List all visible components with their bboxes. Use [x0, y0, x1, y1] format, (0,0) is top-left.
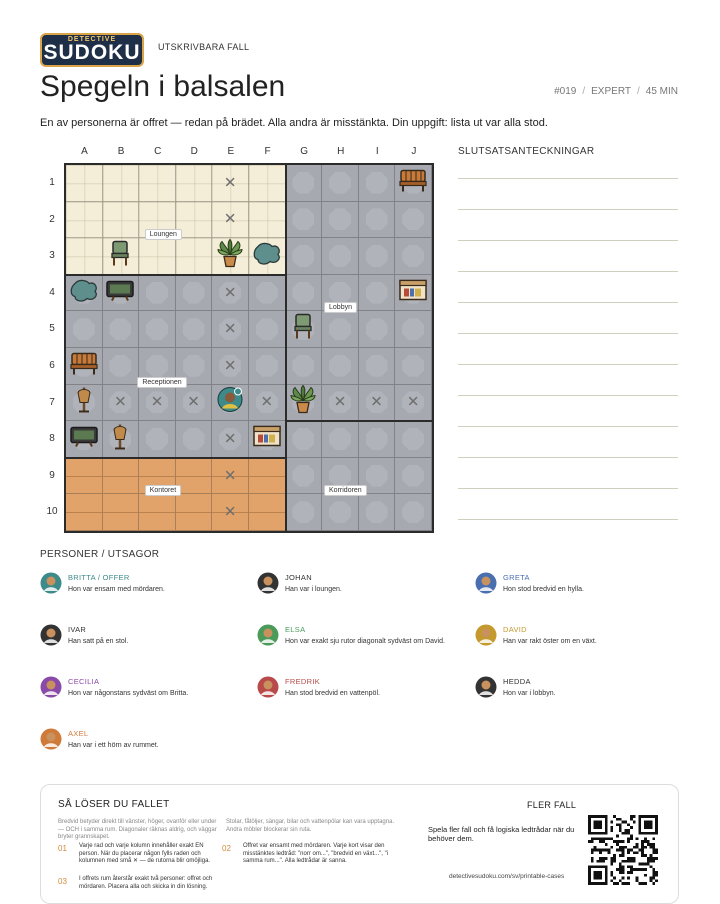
elimination-cross: ✕ [223, 284, 237, 302]
board-cell-E4[interactable] [212, 275, 249, 312]
person-statement: Hon var ensam med mördaren. [68, 586, 165, 593]
avatar [257, 676, 279, 698]
board-cell-H1[interactable] [322, 165, 359, 202]
board-cell-D4[interactable] [176, 275, 213, 312]
note-line[interactable] [458, 364, 678, 365]
avatar [257, 624, 279, 646]
board-cell-F4[interactable] [249, 275, 286, 312]
board-cell-E3[interactable] [212, 238, 249, 275]
board-cell-D7[interactable] [176, 385, 213, 422]
notes-heading: SLUTSATSANTECKNINGAR [458, 146, 595, 157]
duration: 45 MIN [645, 86, 678, 97]
board-cell-C5[interactable] [139, 311, 176, 348]
room-wall [66, 457, 286, 459]
avatar [475, 624, 497, 646]
room-wall [285, 165, 287, 531]
avatar [475, 676, 497, 698]
board-cell-E1[interactable] [212, 165, 249, 202]
board-cell-A4[interactable] [66, 275, 103, 312]
row-label: 4 [49, 286, 55, 298]
more-cases-text: Spela fler fall och få logiska ledtrådar när du behöver dem. [428, 825, 575, 843]
elimination-cross: ✕ [223, 503, 237, 521]
person-statement: Hon stod bredvid en hylla. [503, 586, 584, 593]
elimination-cross: ✕ [223, 210, 237, 228]
board-cell-A5[interactable] [66, 311, 103, 348]
board-cell-F6[interactable] [249, 348, 286, 385]
board-cell-G6[interactable] [286, 348, 323, 385]
logo [40, 33, 144, 67]
board-cell-I3[interactable] [359, 238, 396, 275]
puddle-icon [69, 277, 99, 308]
bench-icon [398, 167, 428, 198]
plant-icon [216, 238, 244, 273]
board-cell-F10[interactable] [249, 494, 286, 531]
room-label: Loungen [145, 229, 182, 240]
board-cell-F8[interactable] [249, 421, 286, 458]
person-statement: Han var rakt öster om en växt. [503, 638, 597, 645]
board-cell-C7[interactable] [139, 385, 176, 422]
board-cell-F3[interactable] [249, 238, 286, 275]
board-cell-H7[interactable] [322, 385, 359, 422]
person-statement: Han var i ett hörn av rummet. [68, 742, 159, 749]
chair-icon [292, 313, 314, 346]
board-cell-D9[interactable] [176, 458, 213, 495]
row-label: 7 [49, 396, 55, 408]
board-cell-J7[interactable] [395, 385, 432, 422]
board-cell-H2[interactable] [322, 202, 359, 239]
note-line[interactable] [458, 302, 678, 303]
avatar [40, 624, 62, 646]
step-number: 02 [222, 844, 231, 853]
board-cell-E9[interactable] [212, 458, 249, 495]
board-cell-J3[interactable] [395, 238, 432, 275]
board-cell-A9[interactable] [66, 458, 103, 495]
elimination-cross: ✕ [150, 393, 164, 411]
board-cell-D1[interactable] [176, 165, 213, 202]
board-cell-I2[interactable] [359, 202, 396, 239]
tv-icon [105, 278, 135, 307]
board-cell-F1[interactable] [249, 165, 286, 202]
person-statement: Han satt på en stol. [68, 638, 129, 645]
note-line[interactable] [458, 209, 678, 210]
board-cell-I1[interactable] [359, 165, 396, 202]
note-line[interactable] [458, 178, 678, 179]
rule-right: Stolar, fåtöljer, sängar, bilar och vattenpölar kan vara upptagna. Andra möbler blockerar sin ruta. [226, 819, 395, 833]
board-cell-D5[interactable] [176, 311, 213, 348]
note-line[interactable] [458, 488, 678, 489]
elimination-cross: ✕ [223, 357, 237, 375]
bench-icon [69, 350, 99, 381]
board-cell-I4[interactable] [359, 275, 396, 312]
avatar [475, 572, 497, 594]
kicker: UTSKRIVBARA FALL [158, 42, 250, 52]
board-cell-A2[interactable] [66, 202, 103, 239]
cases-url[interactable]: detectivesudoku.com/sv/printable-cases [449, 873, 565, 880]
rule-left: Bredvid betyder direkt till vänster, höger, ovanför eller under — OCH i samma rum. Diagonaler räknas aldrig, och väggar bryter grannskapet. [58, 819, 217, 840]
board-cell-G4[interactable] [286, 275, 323, 312]
puddle-icon [252, 240, 282, 271]
column-label: I [375, 146, 379, 157]
board-cell-C3[interactable] [139, 238, 176, 275]
board-cell-E2[interactable] [212, 202, 249, 239]
board-cell-A1[interactable] [66, 165, 103, 202]
elimination-cross: ✕ [260, 393, 274, 411]
board-cell-B3[interactable] [103, 238, 140, 275]
board-cell-C8[interactable] [139, 421, 176, 458]
elimination-cross: ✕ [370, 393, 383, 411]
persons-heading: PERSONER / UTSAGOR [40, 549, 160, 560]
room-label: Kontoret [145, 485, 181, 496]
room-wall [286, 420, 432, 422]
step-text: Varje rad och varje kolumn innehåller exakt EN person. När du placerar någon fylls raden och kolumnen med små ✕ — de rutorna blir omöjliga. [79, 843, 211, 864]
board-cell-B5[interactable] [103, 311, 140, 348]
note-line[interactable] [458, 395, 678, 396]
board-cell-A10[interactable] [66, 494, 103, 531]
board-cell-H5[interactable] [322, 311, 359, 348]
board-cell-E10[interactable] [212, 494, 249, 531]
board-cell-C10[interactable] [139, 494, 176, 531]
page-title: Spegeln i balsalen [40, 70, 286, 103]
column-label: J [411, 146, 417, 157]
puzzle-board[interactable] [64, 163, 434, 533]
row-label: 8 [49, 433, 55, 445]
board-cell-F2[interactable] [249, 202, 286, 239]
board-cell-G5[interactable] [286, 311, 323, 348]
person-name: HEDDA [503, 677, 531, 686]
elimination-cross: ✕ [223, 320, 237, 338]
board-cell-A7[interactable] [66, 385, 103, 422]
board-cell-A3[interactable] [66, 238, 103, 275]
note-line[interactable] [458, 333, 678, 334]
elimination-cross: ✕ [223, 467, 237, 485]
note-line[interactable] [458, 457, 678, 458]
person-name: AXEL [68, 729, 89, 738]
board-cell-H6[interactable] [322, 348, 359, 385]
shelf-icon [252, 423, 282, 454]
column-label: C [154, 146, 162, 157]
board-cell-B10[interactable] [103, 494, 140, 531]
elimination-cross: ✕ [187, 393, 200, 411]
room-label: Korridoren [324, 485, 367, 496]
board-cell-G9[interactable] [286, 458, 323, 495]
step-text: Offret var ensamt med mördaren. Varje kort visar den misstänktes ledtråd: "norr om...", "bredvid en växt...", "i samma rum...". Alla ledtrådar är sanna. [243, 843, 389, 864]
board-cell-D10[interactable] [176, 494, 213, 531]
column-label: D [190, 146, 198, 157]
person-name: CECILIA [68, 677, 100, 686]
board-cell-H3[interactable] [322, 238, 359, 275]
how-to-heading: SÅ LÖSER DU FALLET [58, 799, 170, 810]
board-cell-G3[interactable] [286, 238, 323, 275]
board-cell-B9[interactable] [103, 458, 140, 495]
avatar [257, 572, 279, 594]
case-meta: #019 / EXPERT / 45 MIN [554, 86, 678, 97]
elimination-cross: ✕ [333, 393, 347, 411]
board-cell-J4[interactable] [395, 275, 432, 312]
more-cases-heading: FLER FALL [527, 800, 577, 810]
row-label: 5 [49, 323, 55, 335]
board-cell-F5[interactable] [249, 311, 286, 348]
elimination-cross: ✕ [114, 393, 127, 411]
board-cell-E6[interactable] [212, 348, 249, 385]
board-cell-J5[interactable] [395, 311, 432, 348]
column-label: A [81, 146, 88, 157]
board-cell-G2[interactable] [286, 202, 323, 239]
board-cell-B2[interactable] [103, 202, 140, 239]
person-name: DAVID [503, 625, 527, 634]
board-cell-E8[interactable] [212, 421, 249, 458]
row-label: 3 [49, 250, 55, 262]
board-cell-D3[interactable] [176, 238, 213, 275]
plant-icon [289, 385, 317, 420]
elimination-cross: ✕ [223, 430, 237, 448]
row-label: 6 [49, 360, 55, 371]
qr-code[interactable] [588, 815, 658, 885]
board-cell-H8[interactable] [322, 421, 359, 458]
step-number: 01 [58, 844, 67, 853]
board-cell-E5[interactable] [212, 311, 249, 348]
board-cell-G7[interactable] [286, 385, 323, 422]
note-line[interactable] [458, 240, 678, 241]
board-cell-F9[interactable] [249, 458, 286, 495]
column-label: E [227, 146, 235, 157]
board-cell-H10[interactable] [322, 494, 359, 531]
board-cell-C1[interactable] [139, 165, 176, 202]
board-cell-B4[interactable] [103, 275, 140, 312]
case-number: #019 [554, 86, 577, 97]
person-name: JOHAN [285, 573, 312, 582]
board-cell-A6[interactable] [66, 348, 103, 385]
board-cell-J1[interactable] [395, 165, 432, 202]
board-cell-J9[interactable] [395, 458, 432, 495]
column-label: F [264, 146, 271, 157]
person-statement: Hon var i lobbyn. [503, 690, 556, 697]
board-cell-A8[interactable] [66, 421, 103, 458]
column-label: G [300, 146, 308, 157]
shelf-icon [398, 277, 428, 308]
elimination-cross: ✕ [406, 393, 420, 411]
board-cell-G8[interactable] [286, 421, 323, 458]
avatar [40, 676, 62, 698]
board-cell-B6[interactable] [103, 348, 140, 385]
person-statement: Hon var någonstans sydväst om Britta. [68, 690, 189, 697]
tv-icon [69, 424, 99, 453]
step-text: I offrets rum återstår exakt två personer: offret och mördaren. Placera alla och skicka in din lösning. [79, 876, 213, 890]
board-cell-J2[interactable] [395, 202, 432, 239]
room-wall [66, 274, 286, 276]
board-cell-I6[interactable] [359, 348, 396, 385]
board-cell-I10[interactable] [359, 494, 396, 531]
step-number: 03 [58, 877, 67, 886]
note-line[interactable] [458, 426, 678, 427]
board-cell-I5[interactable] [359, 311, 396, 348]
board-cell-B8[interactable] [103, 421, 140, 458]
board-cell-G1[interactable] [286, 165, 323, 202]
row-label: 9 [49, 469, 55, 481]
victim-token [217, 387, 243, 418]
person-name: ELSA [285, 625, 306, 634]
board-cell-C4[interactable] [139, 275, 176, 312]
person-statement: Han var i loungen. [285, 586, 342, 593]
person-name: IVAR [68, 625, 87, 634]
elimination-cross: ✕ [223, 174, 237, 192]
person-statement: Hon var exakt sju rutor diagonalt sydväst om David. [285, 638, 445, 645]
board-cell-J6[interactable] [395, 348, 432, 385]
note-line[interactable] [458, 519, 678, 520]
person-name: GRETA [503, 573, 530, 582]
logo-main-text: SUDOKU [43, 41, 141, 64]
row-label: 10 [46, 506, 58, 518]
column-label: B [117, 146, 125, 157]
note-line[interactable] [458, 271, 678, 272]
row-label: 1 [49, 177, 55, 188]
board-cell-J10[interactable] [395, 494, 432, 531]
difficulty: EXPERT [591, 86, 631, 97]
board-cell-I7[interactable] [359, 385, 396, 422]
room-label: Receptionen [137, 377, 186, 388]
avatar [40, 572, 62, 594]
person-name: BRITTA / OFFER [68, 573, 130, 582]
column-label: H [337, 146, 345, 157]
row-label: 2 [49, 213, 55, 225]
board-cell-B1[interactable] [103, 165, 140, 202]
intro-text: En av personerna är offret — redan på brädet. Alla andra är misstänkta. Din uppgift: lista ut var alla stod. [40, 117, 548, 129]
coat-rack-icon [110, 421, 130, 456]
chair-icon [109, 239, 131, 272]
board-cell-D8[interactable] [176, 421, 213, 458]
board-cell-J8[interactable] [395, 421, 432, 458]
coat-rack-icon [74, 385, 94, 420]
logo-top-text: DETECTIVE [67, 36, 117, 43]
person-name: FREDRIK [285, 677, 321, 686]
board-cell-E7[interactable] [212, 385, 249, 422]
board-cell-B7[interactable] [103, 385, 140, 422]
room-label: Lobbyn [324, 302, 357, 313]
board-cell-F7[interactable] [249, 385, 286, 422]
board-cell-G10[interactable] [286, 494, 323, 531]
avatar [40, 728, 62, 750]
board-cell-I8[interactable] [359, 421, 396, 458]
person-statement: Han stod bredvid en vattenpöl. [285, 690, 380, 697]
